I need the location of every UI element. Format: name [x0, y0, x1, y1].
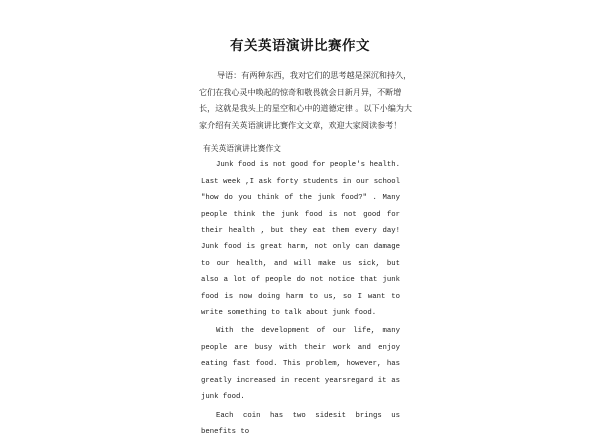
essay-paragraph: Each coin has two sidesit brings us benefits to	[201, 408, 400, 440]
essay-paragraph: With the development of our life, many people are busy with their work and enjoy eating fast food. This problem, however, has greatly increased in recent yearsregard it as junk food.	[201, 323, 400, 405]
essay-heading: 有关英语演讲比赛作文	[201, 141, 400, 157]
intro-paragraph: 导语：有两种东西，我对它们的思考越是深沉和持久，它们在我心灵中唤起的惊奇和敬畏就会日新月异，不断增长，这就是我头上的星空和心中的道德定律 。以下小编为大家介绍有关英语演讲比赛作文文章，欢迎大家阅读参考！	[199, 67, 414, 133]
essay-paragraph: Junk food is not good for people's health. Last week ,I ask forty students in our school "how do you think of the junk food?" . Many people think the junk food is not good for their health , but they eat them every day! Junk food is great harm, not only can damage to our health, and will make us sick, but also a lot of people do not notice that junk food is now doing harm to us, so I want to write something to talk about junk food.	[201, 157, 400, 321]
essay-body	[201, 141, 400, 440]
document-title: 有关英语演讲比赛作文	[0, 34, 600, 54]
intro-block	[199, 67, 414, 133]
